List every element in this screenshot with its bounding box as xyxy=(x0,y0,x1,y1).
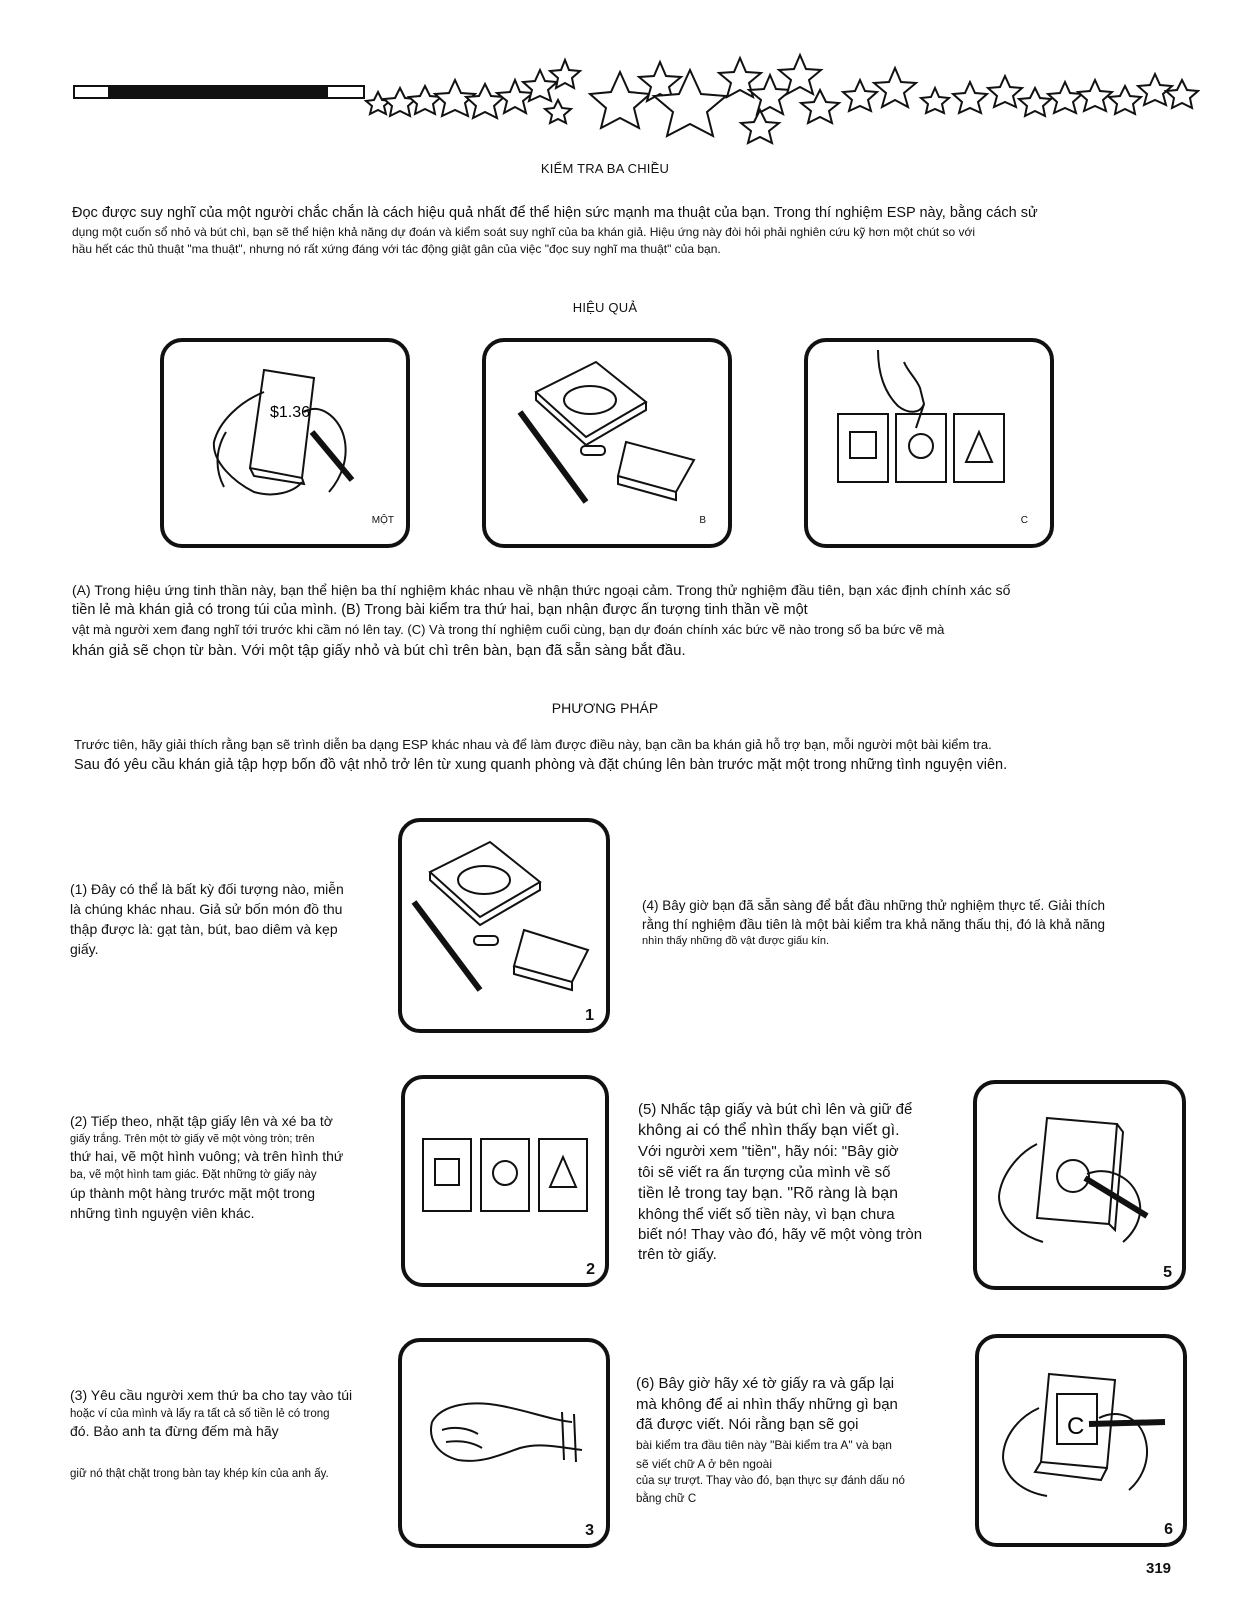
panel-number-5: 5 xyxy=(1163,1264,1172,1281)
step-3-text xyxy=(70,1386,400,1482)
step-line: rằng thí nghiệm đầu tiên là một bài kiểm tra khả năng thấu thị, đó là khả năng xyxy=(642,917,1106,933)
intro-line: dụng một cuốn sổ nhỏ và bút chì, bạn sẽ thể hiện khả năng dự đoán và kiểm soát suy nghĩ của ba khán giả. Hiệu ứng này đòi hỏi phải nghiên cứu kỹ hơn một chút so với xyxy=(72,225,976,240)
objects-on-table-illustration xyxy=(486,342,728,544)
step-line: úp thành một hàng trước mặt một trong xyxy=(70,1184,316,1201)
objects-illustration xyxy=(402,822,606,1029)
step-line: bằng chữ C xyxy=(636,1493,697,1506)
step-line: biết nó! Thay vào đó, hãy vẽ một vòng tròn xyxy=(638,1226,923,1244)
step-6-text xyxy=(636,1374,956,1509)
step-line: không thể viết số tiền này, vì bạn chưa xyxy=(638,1205,895,1223)
step-line: ba, vẽ một hình tam giác. Đặt những tờ giấy này xyxy=(70,1169,317,1182)
step-line: của sự trượt. Thay vào đó, bạn thực sự đánh dấu nó xyxy=(636,1475,905,1488)
step-1-text xyxy=(70,880,390,960)
step-line: (1) Đây có thể là bất kỳ đối tượng nào, miễn xyxy=(70,881,344,897)
intro-paragraph xyxy=(72,203,1172,259)
step-line: sẽ viết chữ A ở bên ngoài xyxy=(636,1456,772,1471)
step-2-text xyxy=(70,1112,390,1223)
step-line: (2) Tiếp theo, nhặt tập giấy lên và xé ba tờ xyxy=(70,1113,333,1129)
effect-line: vật mà người xem đang nghĩ tới trước khi cầm nó lên tay. (C) Và trong thí nghiệm cuối cùng, bạn dự đoán chính xác bức vẽ nào trong số ba bức vẽ mà xyxy=(72,622,945,638)
effect-line: tiền lẻ mà khán giả có trong túi của mình. (B) Trong bài kiểm tra thứ hai, bạn nhận được ấn tượng tinh thần về một xyxy=(72,602,808,619)
step-line: (6) Bây giờ hãy xé tờ giấy ra và gấp lại xyxy=(636,1375,895,1392)
header-star-banner xyxy=(60,50,1200,145)
panel-label-b: B xyxy=(699,515,706,526)
page-number: 319 xyxy=(1146,1560,1172,1577)
page-title: KIỂM TRA BA CHIỀU xyxy=(540,161,670,176)
three-drawings-illustration xyxy=(405,1079,605,1283)
effect-panel-c xyxy=(804,338,1054,548)
panel-label-a: MỘT xyxy=(371,515,394,526)
step-line: (4) Bây giờ bạn đã sẵn sàng để bắt đầu những thử nghiệm thực tế. Giải thích xyxy=(642,898,1105,913)
closed-hand-illustration xyxy=(402,1342,606,1544)
step-1-panel xyxy=(398,818,610,1033)
step-line: đã được viết. Nói rằng bạn sẽ gọi xyxy=(636,1416,859,1434)
step-line: giữ nó thật chặt trong bàn tay khép kín của anh ấy. xyxy=(70,1468,329,1481)
panel-number-6: 6 xyxy=(1164,1521,1173,1538)
step-line: (3) Yêu cầu người xem thứ ba cho tay vào túi xyxy=(70,1387,353,1403)
effect-line: khán giả sẽ chọn từ bàn. Với một tập giấy nhỏ và bút chì trên bàn, bạn đã sẵn sàng bắt đầu. xyxy=(72,642,686,660)
method-heading: PHƯƠNG PHÁP xyxy=(551,700,659,716)
step-line: đó. Bảo anh ta đừng đếm mà hãy xyxy=(70,1423,279,1440)
step-2-panel xyxy=(401,1075,609,1287)
effect-panel-b xyxy=(482,338,732,548)
step-3-panel xyxy=(398,1338,610,1548)
panel-number-3: 3 xyxy=(585,1522,594,1539)
step-5-panel xyxy=(973,1080,1186,1290)
step-line: thứ hai, vẽ một hình vuông; và trên hình thứ xyxy=(70,1148,344,1165)
step-line: giấy trắng. Trên một tờ giấy vẽ một vòng tròn; trên xyxy=(70,1132,315,1145)
step-line: trên tờ giấy. xyxy=(638,1246,717,1264)
method-line: Trước tiên, hãy giải thích rằng bạn sẽ trình diễn ba dạng ESP khác nhau và để làm được điều này, bạn cần ba khán giả hỗ trợ bạn, mỗi người một bài kiểm tra. xyxy=(74,737,992,752)
effect-panel-a xyxy=(160,338,410,548)
intro-line: Đọc được suy nghĩ của một người chắc chắn là cách hiệu quả nhất để thể hiện sức mạnh ma thuật của bạn. Trong thí nghiệm ESP này, bằng cách sử xyxy=(72,205,1038,221)
method-paragraph xyxy=(74,736,1174,776)
step-line: nhìn thấy những đồ vật được giấu kín. xyxy=(642,935,830,948)
panel-label-c: C xyxy=(1020,515,1028,526)
step-line: giấy. xyxy=(70,940,99,957)
marked-letter: C xyxy=(1067,1413,1085,1440)
drawing-circle-illustration xyxy=(977,1084,1182,1286)
step-4-text xyxy=(642,896,1182,950)
step-line: là chúng khác nhau. Giả sử bốn món đồ thu xyxy=(70,900,343,917)
step-line: mà không để ai nhìn thấy những gì bạn xyxy=(636,1395,898,1413)
step-line: tôi sẽ viết ra ấn tượng của mình về số xyxy=(638,1163,891,1181)
intro-line: hầu hết các thủ thuật "ma thuật", nhưng nó rất xứng đáng với tác động giật gân của việc "đọc suy nghĩ ma thuật" của bạn. xyxy=(72,242,721,257)
step-line: bài kiểm tra đầu tiên này "Bài kiểm tra A" và bạn xyxy=(636,1438,892,1453)
panel-number-1: 1 xyxy=(585,1007,594,1024)
step-line: những tình nguyện viên khác. xyxy=(70,1204,255,1221)
step-line: thập được là: gạt tàn, bút, bao diêm và kẹp xyxy=(70,920,338,937)
three-drawings-illustration xyxy=(808,342,1050,544)
step-line: Với người xem "tiền", hãy nói: "Bây giờ xyxy=(638,1143,899,1161)
step-6-panel xyxy=(975,1334,1187,1547)
step-line: tiền lẻ trong tay bạn. "Rõ ràng là bạn xyxy=(638,1184,899,1202)
notepad-amount: $1.36 xyxy=(270,404,311,421)
effect-line: (A) Trong hiệu ứng tinh thần này, bạn thể hiện ba thí nghiệm khác nhau về nhận thức ngoại cảm. Trong thử nghiệm đầu tiên, bạn xác định chính xác số xyxy=(72,582,1011,598)
step-5-text xyxy=(638,1100,968,1266)
effect-heading: HIỆU QUẢ xyxy=(572,300,638,315)
step-line: (5) Nhấc tập giấy và bút chì lên và giữ để xyxy=(638,1101,913,1118)
marking-paper-illustration xyxy=(979,1338,1183,1543)
step-line: hoặc ví của mình và lấy ra tất cả số tiền lẻ có trong xyxy=(70,1407,330,1420)
notepad-writing-illustration xyxy=(164,342,406,544)
method-line: Sau đó yêu cầu khán giả tập hợp bốn đồ vật nhỏ trở lên từ xung quanh phòng và đặt chúng lên bàn trước mặt một trong những tình nguyện viên. xyxy=(74,756,1008,773)
effect-paragraph xyxy=(72,580,1182,662)
panel-number-2: 2 xyxy=(586,1261,595,1278)
step-line: không ai có thể nhìn thấy bạn viết gì. xyxy=(638,1122,900,1140)
